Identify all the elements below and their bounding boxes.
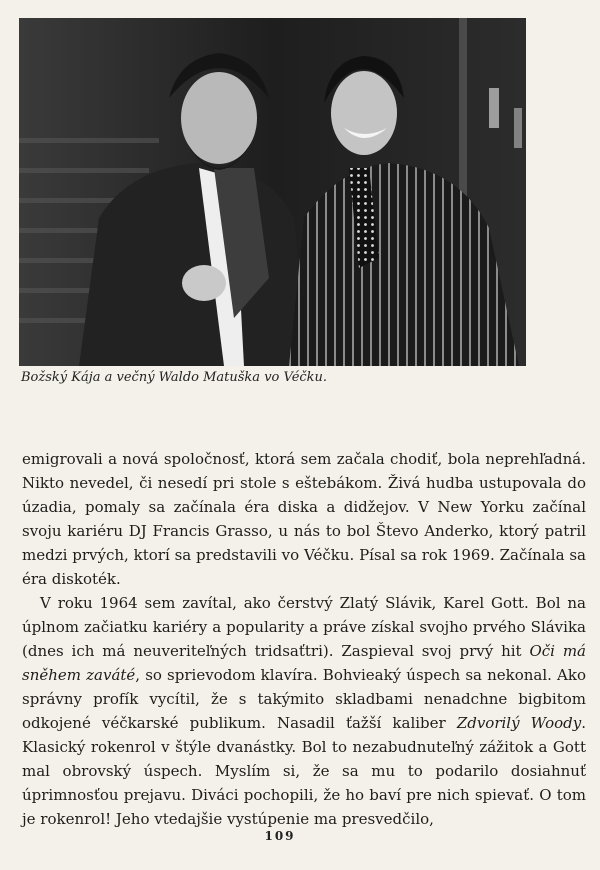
page-number: 109 xyxy=(264,829,296,843)
text-run: emigrovali a nová spoločnosť, ktorá sem začala chodiť, bola neprehľadná. Nikto nevedel, či nesedí pri stole s eštebákom. Živá hudba ustupovala do úzadia, pomaly sa začínala éra diska a didžejov. V New Yorku začínal svoju kariéru DJ Francis Grasso, u nás to bol Števo Anderko, ktorý patril medzi prvých, ktorí sa predstavili vo Véčku. Písal sa rok 1969. Začínala sa éra diskoték. xyxy=(22,450,586,588)
photo-two-men-icon xyxy=(19,18,526,366)
photo-caption: Božský Kája a večný Waldo Matuška vo Véčku. xyxy=(21,370,328,385)
song-title: Zdvorilý Woody xyxy=(456,714,582,732)
text-run: , so sprievodom klavíra. Bohvieaký úspech sa nekonal. Ako správny profík vycítil, že s takýmito skladbami nenadchne bigbitom odkojené véčkarské publikum. Nasadil ťažší kaliber xyxy=(22,666,586,732)
text-run: . Klasický rokenrol v štýle dvanástky. Bol to nezabudnuteľný zážitok a Gott mal obrovský úspech. Myslím si, že sa mu to podarilo dosiahnuť úprimnosťou prejavu. Diváci pochopili, že ho baví pre nich spievať. O tom je rokenrol! Jeho vtedajšie vystúpenie ma presvedčilo, xyxy=(22,714,587,828)
paragraph xyxy=(22,447,586,591)
body-text xyxy=(22,447,586,831)
text-run: V roku 1964 sem zavítal, ako čerstvý Zlatý Slávik, Karel Gott. Bol na úplnom začiatku kariéry a popularity a práve získal svojho prvého Slávika (dnes ich má neuveriteľných tridsaťtri). Zaspieval svoj prvý hit xyxy=(22,594,586,660)
photo xyxy=(19,18,526,366)
paragraph xyxy=(22,591,586,831)
song-title: Oči má sněhem zaváté xyxy=(22,642,586,684)
